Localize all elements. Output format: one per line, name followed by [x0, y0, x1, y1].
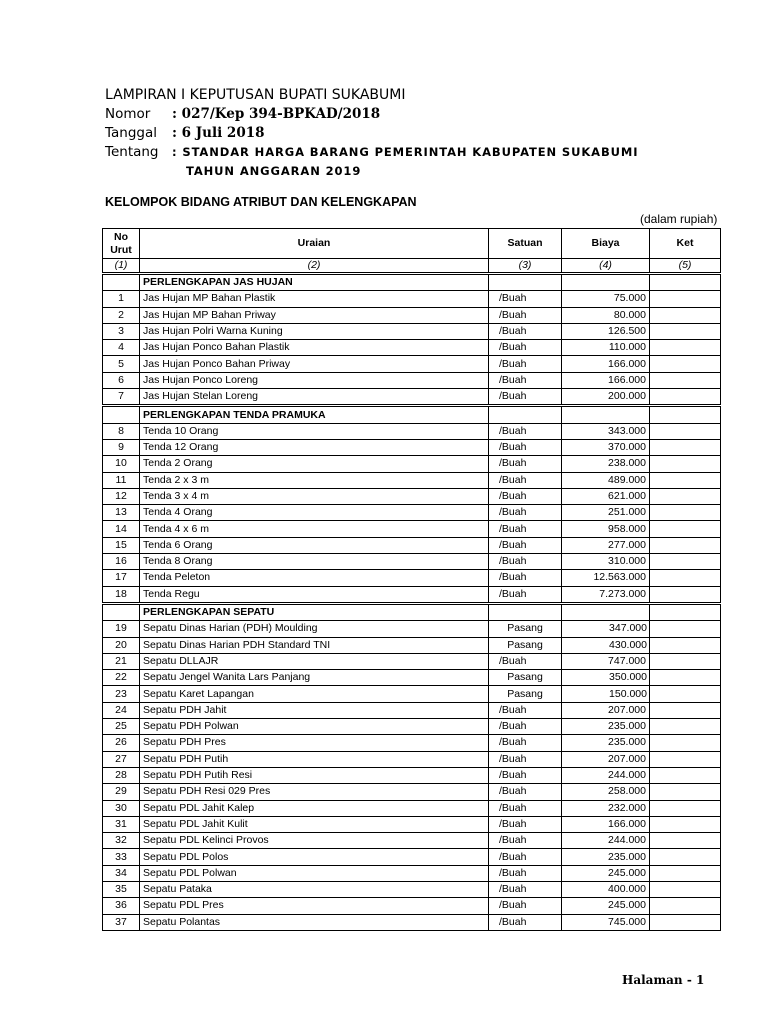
row-number: 33: [103, 849, 140, 865]
row-number: 28: [103, 767, 140, 783]
item-unit: /Buah: [489, 554, 562, 570]
item-unit: /Buah: [489, 735, 562, 751]
column-number: (4): [562, 259, 650, 274]
item-cost: 277.000: [562, 537, 650, 553]
item-cost: 235.000: [562, 735, 650, 751]
item-unit: /Buah: [489, 521, 562, 537]
item-description: Jas Hujan Polri Warna Kuning: [140, 323, 489, 339]
item-cost: 370.000: [562, 439, 650, 455]
item-cost: 244.000: [562, 833, 650, 849]
row-number: 21: [103, 653, 140, 669]
item-cost: 207.000: [562, 751, 650, 767]
group-header-row: [103, 406, 721, 423]
empty-cell: [489, 406, 562, 423]
table-row: [103, 488, 721, 504]
table-row: [103, 505, 721, 521]
item-note: [650, 621, 721, 637]
item-cost: 110.000: [562, 340, 650, 356]
item-cost: 12.563.000: [562, 570, 650, 586]
item-note: [650, 537, 721, 553]
item-unit: /Buah: [489, 537, 562, 553]
item-cost: 75.000: [562, 291, 650, 307]
item-unit: /Buah: [489, 702, 562, 718]
row-number: 17: [103, 570, 140, 586]
row-number: 22: [103, 670, 140, 686]
item-unit: /Buah: [489, 423, 562, 439]
tentang-value-line-2: TAHUN ANGGARAN 2019: [186, 164, 362, 178]
item-cost: 7.273.000: [562, 586, 650, 603]
item-cost: 166.000: [562, 356, 650, 372]
item-cost: 238.000: [562, 456, 650, 472]
column-header-ket: Ket: [650, 229, 721, 259]
column-header-biaya: Biaya: [562, 229, 650, 259]
item-note: [650, 670, 721, 686]
table-row: [103, 423, 721, 439]
item-unit: /Buah: [489, 472, 562, 488]
item-description: Jas Hujan Ponco Bahan Plastik: [140, 340, 489, 356]
item-note: [650, 833, 721, 849]
item-unit: /Buah: [489, 914, 562, 930]
column-number: (1): [103, 259, 140, 274]
item-unit: /Buah: [489, 323, 562, 339]
group-header-row: [103, 274, 721, 291]
item-description: Sepatu PDH Pres: [140, 735, 489, 751]
item-unit: /Buah: [489, 307, 562, 323]
row-number: 4: [103, 340, 140, 356]
page-number: Halaman - 1: [622, 973, 705, 987]
table-row: [103, 881, 721, 897]
item-unit: /Buah: [489, 356, 562, 372]
empty-cell: [562, 406, 650, 423]
table-row: [103, 719, 721, 735]
item-unit: /Buah: [489, 881, 562, 897]
column-number: (5): [650, 259, 721, 274]
item-note: [650, 307, 721, 323]
item-cost: 235.000: [562, 849, 650, 865]
row-number: 30: [103, 800, 140, 816]
item-description: Tenda 12 Orang: [140, 439, 489, 455]
table-row: [103, 735, 721, 751]
empty-cell: [562, 603, 650, 620]
row-number: 16: [103, 554, 140, 570]
item-note: [650, 686, 721, 702]
item-description: Jas Hujan MP Bahan Plastik: [140, 291, 489, 307]
item-note: [650, 456, 721, 472]
item-cost: 343.000: [562, 423, 650, 439]
item-description: Tenda Regu: [140, 586, 489, 603]
item-unit: /Buah: [489, 488, 562, 504]
table-row: [103, 800, 721, 816]
table-row: [103, 307, 721, 323]
item-cost: 747.000: [562, 653, 650, 669]
item-cost: 489.000: [562, 472, 650, 488]
item-unit: /Buah: [489, 570, 562, 586]
table-header-row: [103, 229, 721, 259]
item-unit: /Buah: [489, 800, 562, 816]
item-note: [650, 340, 721, 356]
row-number: 20: [103, 637, 140, 653]
row-number: 32: [103, 833, 140, 849]
empty-cell: [489, 274, 562, 291]
item-unit: /Buah: [489, 586, 562, 603]
item-unit: /Buah: [489, 653, 562, 669]
item-unit: Pasang: [489, 686, 562, 702]
item-cost: 745.000: [562, 914, 650, 930]
item-note: [650, 702, 721, 718]
table-row: [103, 849, 721, 865]
empty-cell: [650, 274, 721, 291]
item-description: Sepatu Dinas Harian (PDH) Moulding: [140, 621, 489, 637]
item-description: Sepatu PDL Kelinci Provos: [140, 833, 489, 849]
item-cost: 621.000: [562, 488, 650, 504]
item-description: Tenda 2 Orang: [140, 456, 489, 472]
table-body: [103, 274, 721, 931]
item-note: [650, 423, 721, 439]
section-title: KELOMPOK BIDANG ATRIBUT DAN KELENGKAPAN: [105, 195, 417, 209]
document-title: LAMPIRAN I KEPUTUSAN BUPATI SUKABUMI: [105, 87, 406, 103]
row-number: 14: [103, 521, 140, 537]
item-cost: 245.000: [562, 898, 650, 914]
group-name: PERLENGKAPAN JAS HUJAN: [140, 274, 489, 291]
empty-cell: [489, 603, 562, 620]
item-description: Jas Hujan MP Bahan Priway: [140, 307, 489, 323]
item-note: [650, 439, 721, 455]
item-note: [650, 800, 721, 816]
row-number: 31: [103, 816, 140, 832]
item-cost: 166.000: [562, 816, 650, 832]
item-note: [650, 865, 721, 881]
item-note: [650, 291, 721, 307]
nomor-label: Nomor: [105, 106, 151, 122]
item-note: [650, 898, 721, 914]
table-row: [103, 751, 721, 767]
item-description: Sepatu DLLAJR: [140, 653, 489, 669]
item-description: Tenda 3 x 4 m: [140, 488, 489, 504]
item-cost: 80.000: [562, 307, 650, 323]
table-row: [103, 833, 721, 849]
document-header: [105, 86, 725, 181]
column-number: (3): [489, 259, 562, 274]
item-unit: Pasang: [489, 637, 562, 653]
item-note: [650, 784, 721, 800]
table-row: [103, 865, 721, 881]
item-description: Tenda 2 x 3 m: [140, 472, 489, 488]
item-cost: 232.000: [562, 800, 650, 816]
item-unit: /Buah: [489, 898, 562, 914]
row-number: 9: [103, 439, 140, 455]
column-header-no: No Urut: [103, 229, 140, 259]
group-name: PERLENGKAPAN SEPATU: [140, 603, 489, 620]
item-description: Sepatu PDL Jahit Kalep: [140, 800, 489, 816]
tentang-value-line-1: : STANDAR HARGA BARANG PEMERINTAH KABUPATEN SUKABUMI: [172, 145, 639, 159]
price-table: [102, 228, 721, 931]
item-unit: /Buah: [489, 439, 562, 455]
item-description: Sepatu PDL Polos: [140, 849, 489, 865]
item-note: [650, 735, 721, 751]
item-unit: /Buah: [489, 816, 562, 832]
tanggal-label: Tanggal: [105, 125, 158, 141]
row-number: 13: [103, 505, 140, 521]
table-row: [103, 784, 721, 800]
table-row: [103, 702, 721, 718]
row-number: 23: [103, 686, 140, 702]
table-row: [103, 456, 721, 472]
row-number: 15: [103, 537, 140, 553]
column-number: (2): [140, 259, 489, 274]
item-note: [650, 719, 721, 735]
item-note: [650, 488, 721, 504]
item-cost: 310.000: [562, 554, 650, 570]
table-row: [103, 570, 721, 586]
item-note: [650, 816, 721, 832]
table-row: [103, 816, 721, 832]
item-note: [650, 586, 721, 603]
item-unit: Pasang: [489, 670, 562, 686]
item-note: [650, 505, 721, 521]
item-note: [650, 751, 721, 767]
item-note: [650, 637, 721, 653]
table-row: [103, 389, 721, 406]
item-note: [650, 570, 721, 586]
item-unit: /Buah: [489, 865, 562, 881]
item-cost: 207.000: [562, 702, 650, 718]
item-description: Sepatu PDH Resi 029 Pres: [140, 784, 489, 800]
item-note: [650, 323, 721, 339]
item-cost: 150.000: [562, 686, 650, 702]
item-note: [650, 849, 721, 865]
row-number: 25: [103, 719, 140, 735]
item-description: Sepatu Karet Lapangan: [140, 686, 489, 702]
table-row: [103, 439, 721, 455]
item-unit: /Buah: [489, 784, 562, 800]
row-number: 3: [103, 323, 140, 339]
item-note: [650, 914, 721, 930]
item-cost: 347.000: [562, 621, 650, 637]
column-header-satuan: Satuan: [489, 229, 562, 259]
item-description: Sepatu PDH Polwan: [140, 719, 489, 735]
item-note: [650, 372, 721, 388]
table-row: [103, 653, 721, 669]
table-row: [103, 586, 721, 603]
item-cost: 958.000: [562, 521, 650, 537]
item-description: Tenda 4 x 6 m: [140, 521, 489, 537]
empty-cell: [650, 406, 721, 423]
item-description: Sepatu Dinas Harian PDH Standard TNI: [140, 637, 489, 653]
row-number: 29: [103, 784, 140, 800]
item-unit: /Buah: [489, 751, 562, 767]
header-tentang-line-2: [105, 162, 725, 181]
item-description: Sepatu Pataka: [140, 881, 489, 897]
item-description: Sepatu Polantas: [140, 914, 489, 930]
item-cost: 126.500: [562, 323, 650, 339]
empty-cell: [103, 603, 140, 620]
empty-cell: [103, 274, 140, 291]
item-unit: Pasang: [489, 621, 562, 637]
item-description: Tenda 4 Orang: [140, 505, 489, 521]
item-unit: /Buah: [489, 340, 562, 356]
item-unit: /Buah: [489, 767, 562, 783]
nomor-value: : 027/Kep 394-BPKAD/2018: [172, 106, 381, 122]
header-tanggal-line: [105, 124, 725, 143]
row-number: 27: [103, 751, 140, 767]
table-row: [103, 372, 721, 388]
table-row: [103, 914, 721, 930]
row-number: 37: [103, 914, 140, 930]
table-row: [103, 537, 721, 553]
item-cost: 245.000: [562, 865, 650, 881]
item-note: [650, 653, 721, 669]
item-description: Tenda 10 Orang: [140, 423, 489, 439]
empty-cell: [562, 274, 650, 291]
row-number: 6: [103, 372, 140, 388]
item-unit: /Buah: [489, 849, 562, 865]
table-row: [103, 521, 721, 537]
item-note: [650, 554, 721, 570]
item-cost: 200.000: [562, 389, 650, 406]
item-cost: 251.000: [562, 505, 650, 521]
item-description: Sepatu PDH Putih Resi: [140, 767, 489, 783]
empty-cell: [650, 603, 721, 620]
item-description: Sepatu PDH Jahit: [140, 702, 489, 718]
table-row: [103, 898, 721, 914]
item-unit: /Buah: [489, 719, 562, 735]
row-number: 7: [103, 389, 140, 406]
item-description: Sepatu PDH Putih: [140, 751, 489, 767]
item-description: Tenda Peleton: [140, 570, 489, 586]
item-unit: /Buah: [489, 389, 562, 406]
item-description: Sepatu PDL Polwan: [140, 865, 489, 881]
item-unit: /Buah: [489, 456, 562, 472]
row-number: 10: [103, 456, 140, 472]
row-number: 19: [103, 621, 140, 637]
item-unit: /Buah: [489, 372, 562, 388]
item-unit: /Buah: [489, 505, 562, 521]
row-number: 24: [103, 702, 140, 718]
item-description: Sepatu Jengel Wanita Lars Panjang: [140, 670, 489, 686]
item-cost: 166.000: [562, 372, 650, 388]
table-row: [103, 621, 721, 637]
item-note: [650, 881, 721, 897]
item-note: [650, 472, 721, 488]
row-number: 2: [103, 307, 140, 323]
tentang-label: Tentang: [105, 144, 159, 160]
row-number: 26: [103, 735, 140, 751]
column-number-row: [103, 259, 721, 274]
item-description: Sepatu PDL Pres: [140, 898, 489, 914]
table-row: [103, 554, 721, 570]
table-row: [103, 291, 721, 307]
row-number: 5: [103, 356, 140, 372]
item-cost: 235.000: [562, 719, 650, 735]
row-number: 35: [103, 881, 140, 897]
item-unit: /Buah: [489, 291, 562, 307]
row-number: 36: [103, 898, 140, 914]
table-row: [103, 356, 721, 372]
item-cost: 244.000: [562, 767, 650, 783]
item-note: [650, 389, 721, 406]
item-description: Tenda 8 Orang: [140, 554, 489, 570]
header-tentang-line: [105, 143, 725, 162]
table-row: [103, 637, 721, 653]
header-title-line: [105, 86, 725, 105]
item-description: Jas Hujan Ponco Loreng: [140, 372, 489, 388]
item-description: Sepatu PDL Jahit Kulit: [140, 816, 489, 832]
group-name: PERLENGKAPAN TENDA PRAMUKA: [140, 406, 489, 423]
table-row: [103, 472, 721, 488]
item-cost: 430.000: [562, 637, 650, 653]
table-row: [103, 323, 721, 339]
row-number: 1: [103, 291, 140, 307]
item-cost: 400.000: [562, 881, 650, 897]
item-cost: 350.000: [562, 670, 650, 686]
item-note: [650, 521, 721, 537]
row-number: 12: [103, 488, 140, 504]
table-row: [103, 340, 721, 356]
row-number: 8: [103, 423, 140, 439]
item-unit: /Buah: [489, 833, 562, 849]
group-header-row: [103, 603, 721, 620]
table-row: [103, 686, 721, 702]
row-number: 18: [103, 586, 140, 603]
row-number: 11: [103, 472, 140, 488]
item-note: [650, 356, 721, 372]
tanggal-value: : 6 Juli 2018: [172, 125, 265, 141]
empty-cell: [103, 406, 140, 423]
row-number: 34: [103, 865, 140, 881]
item-description: Tenda 6 Orang: [140, 537, 489, 553]
column-header-uraian: Uraian: [140, 229, 489, 259]
table-row: [103, 670, 721, 686]
item-note: [650, 767, 721, 783]
item-description: Jas Hujan Stelan Loreng: [140, 389, 489, 406]
table-row: [103, 767, 721, 783]
item-cost: 258.000: [562, 784, 650, 800]
header-nomor-line: [105, 105, 725, 124]
unit-note: (dalam rupiah): [640, 212, 718, 226]
item-description: Jas Hujan Ponco Bahan Priway: [140, 356, 489, 372]
